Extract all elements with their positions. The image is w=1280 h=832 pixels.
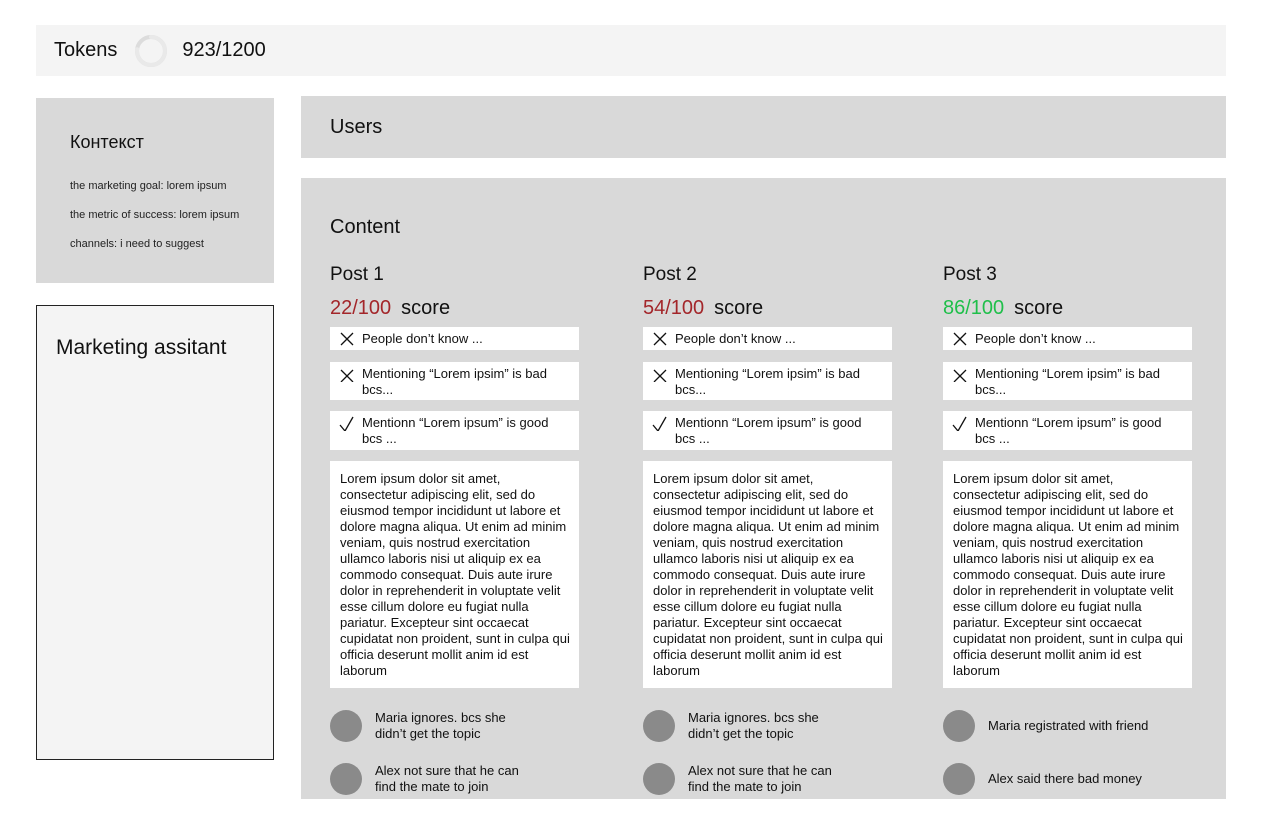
user-reaction <box>643 709 892 742</box>
context-panel <box>36 98 274 283</box>
criterion-item[interactable] <box>330 362 579 400</box>
score-value: 86/100 <box>943 297 1005 319</box>
reaction-text: Maria registrated with friend <box>988 717 1149 733</box>
content-panel <box>301 178 1226 799</box>
post-body: Lorem ipsum dolor sit amet, consectetur adipiscing elit, sed do eiusmod tempor incididunt ut labore et dolore magna aliqua. Ut enim ad minim veniam, quis nostrud exercitation ullamco laboris nisi ut aliquip ex ea commodo consequat. Duis aute irure dolor in reprehenderit in voluptate velit esse cillum dolore eu fugiat nulla pariatur. Excepteur sint occaecat cupidatat non proident, sunt in culpa qui officia deserunt mollit anim id est laborum <box>643 461 892 688</box>
user-reaction <box>330 762 579 795</box>
assistant-title: Marketing assitant <box>56 336 227 359</box>
post-card-2 <box>643 264 892 795</box>
cross-icon <box>338 331 356 347</box>
check-icon <box>651 415 669 431</box>
criterion-item[interactable] <box>643 327 892 350</box>
cross-icon <box>338 366 356 382</box>
user-reaction <box>330 709 579 742</box>
avatar <box>943 763 975 795</box>
score-value: 54/100 <box>643 297 705 319</box>
post-card-1 <box>330 264 579 795</box>
criterion-text: People don’t know ... <box>362 331 483 346</box>
reaction-text: Maria ignores. bcs she didn’t get the topic <box>688 709 819 741</box>
criterion-item[interactable] <box>330 411 579 450</box>
tokens-label: Tokens <box>54 39 118 61</box>
context-line-channels: channels: i need to suggest <box>70 238 204 250</box>
context-title: Контекст <box>70 132 144 152</box>
avatar <box>330 710 362 742</box>
check-icon <box>951 415 969 431</box>
criterion-text: Mentioning “Lorem ipsim” is bad bcs... <box>975 366 1160 397</box>
cross-icon <box>651 366 669 382</box>
criterion-item[interactable] <box>943 362 1192 400</box>
post-card-3 <box>943 264 1192 795</box>
score-label: score <box>401 297 451 319</box>
marketing-assistant-panel[interactable] <box>36 305 274 760</box>
tokens-count: 923/1200 <box>182 39 266 61</box>
criterion-item[interactable] <box>943 411 1192 450</box>
avatar <box>943 710 975 742</box>
criterion-text: People don’t know ... <box>975 331 1096 346</box>
criterion-item[interactable] <box>943 327 1192 350</box>
user-reaction <box>943 762 1192 795</box>
score-value: 22/100 <box>330 297 392 319</box>
criterion-text: Mentioning “Lorem ipsim” is bad bcs... <box>675 366 860 397</box>
criterion-text: Mentioning “Lorem ipsim” is bad bcs... <box>362 366 547 397</box>
cross-icon <box>951 331 969 347</box>
users-title: Users <box>330 115 383 138</box>
context-line-metric: the metric of success: lorem ipsum <box>70 209 240 221</box>
criterion-text: Mentionn “Lorem ipsum” is good bcs ... <box>675 415 862 446</box>
check-icon <box>338 415 356 431</box>
users-panel[interactable] <box>301 96 1226 158</box>
criterion-text: Mentionn “Lorem ipsum” is good bcs ... <box>975 415 1162 446</box>
post-body: Lorem ipsum dolor sit amet, consectetur adipiscing elit, sed do eiusmod tempor incididunt ut labore et dolore magna aliqua. Ut enim ad minim veniam, quis nostrud exercitation ullamco laboris nisi ut aliquip ex ea commodo consequat. Duis aute irure dolor in reprehenderit in voluptate velit esse cillum dolore eu fugiat nulla pariatur. Excepteur sint occaecat cupidatat non proident, sunt in culpa qui officia deserunt mollit anim id est laborum <box>943 461 1192 688</box>
post-body: Lorem ipsum dolor sit amet, consectetur adipiscing elit, sed do eiusmod tempor incididunt ut labore et dolore magna aliqua. Ut enim ad minim veniam, quis nostrud exercitation ullamco laboris nisi ut aliquip ex ea commodo consequat. Duis aute irure dolor in reprehenderit in voluptate velit esse cillum dolore eu fugiat nulla pariatur. Excepteur sint occaecat cupidatat non proident, sunt in culpa qui officia deserunt mollit anim id est laborum <box>330 461 579 688</box>
post-score <box>943 297 1192 323</box>
post-title: Post 1 <box>330 264 384 285</box>
criterion-item[interactable] <box>643 362 892 400</box>
criterion-text: Mentionn “Lorem ipsum” is good bcs ... <box>362 415 549 446</box>
user-reaction <box>643 762 892 795</box>
criterion-item[interactable] <box>330 327 579 350</box>
context-line-goal: the marketing goal: lorem ipsum <box>70 180 227 192</box>
cross-icon <box>951 366 969 382</box>
reaction-text: Maria ignores. bcs she didn’t get the topic <box>375 709 506 741</box>
reaction-text: Alex said there bad money <box>988 770 1142 786</box>
post-score <box>643 297 892 323</box>
avatar <box>330 763 362 795</box>
criterion-text: People don’t know ... <box>675 331 796 346</box>
user-reaction <box>943 709 1192 742</box>
criterion-item[interactable] <box>643 411 892 450</box>
tokens-progress-ring-icon <box>134 34 168 68</box>
score-label: score <box>1014 297 1064 319</box>
tokens-bar <box>36 25 1226 76</box>
post-score <box>330 297 579 323</box>
avatar <box>643 710 675 742</box>
content-title: Content <box>330 216 401 238</box>
avatar <box>643 763 675 795</box>
post-title: Post 2 <box>643 264 697 285</box>
reaction-text: Alex not sure that he can find the mate to join <box>375 762 519 794</box>
score-label: score <box>714 297 764 319</box>
cross-icon <box>651 331 669 347</box>
reaction-text: Alex not sure that he can find the mate to join <box>688 762 832 794</box>
post-title: Post 3 <box>943 264 997 285</box>
